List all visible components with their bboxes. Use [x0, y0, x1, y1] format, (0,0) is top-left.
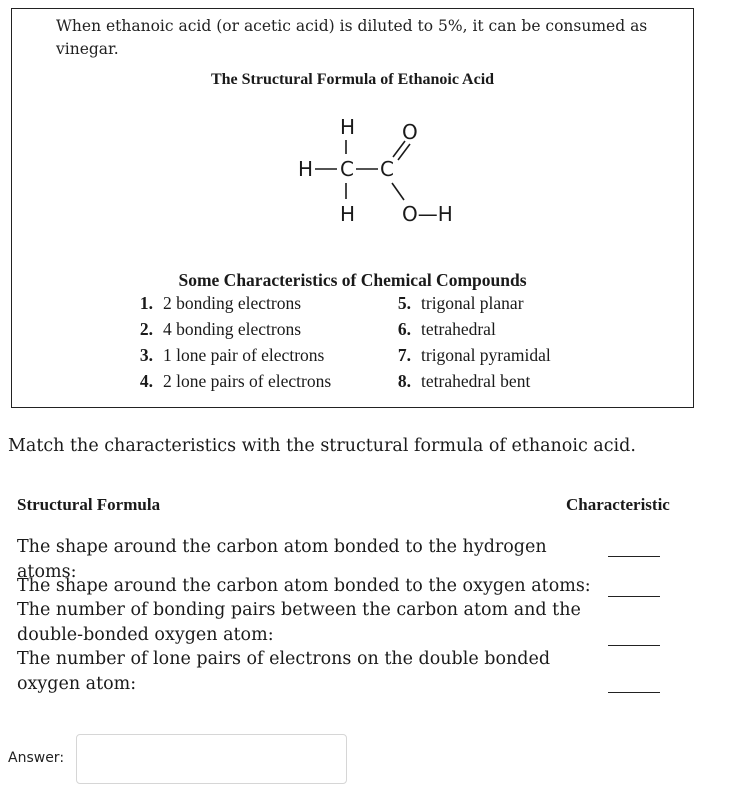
atom-oh: O—H	[402, 202, 453, 226]
characteristic-text: tetrahedral	[421, 319, 496, 339]
atom-h-top: H	[340, 115, 356, 139]
problem-box	[11, 8, 694, 408]
structure-title: The Structural Formula of Ethanoic Acid	[210, 71, 495, 88]
atom-o-double: O	[402, 120, 418, 144]
characteristic-text: tetrahedral bent	[421, 371, 531, 391]
characteristic-item	[388, 345, 551, 366]
characteristic-item	[130, 345, 324, 366]
header-structural-formula: Structural Formula	[17, 495, 161, 514]
intro-text: When ethanoic acid (or acetic acid) is diluted to 5%, it can be consumed as vinegar.	[56, 17, 648, 58]
characteristic-item	[388, 371, 530, 392]
ethanoic-acid-structure	[282, 109, 482, 234]
question-1: The shape around the carbon atom bonded to the hydrogen atoms:	[17, 537, 547, 582]
question-1-blank	[608, 556, 660, 557]
answer-label: Answer:	[8, 750, 65, 766]
characteristics-title: Some Characteristics of Chemical Compounds	[178, 270, 527, 290]
characteristic-number: 6.	[397, 319, 411, 339]
question-3: The number of bonding pairs between the carbon atom and the double-bonded oxygen atom:	[17, 600, 581, 645]
atom-c1: C	[340, 157, 354, 181]
characteristic-number: 2.	[139, 319, 153, 339]
header-characteristic: Characteristic	[566, 495, 670, 514]
question-4-blank	[608, 692, 660, 693]
characteristic-text: trigonal pyramidal	[421, 345, 551, 365]
characteristic-number: 8.	[397, 371, 411, 391]
characteristic-text: 4 bonding electrons	[163, 319, 302, 339]
characteristic-item	[130, 371, 331, 392]
question-2: The shape around the carbon atom bonded to the oxygen atoms:	[17, 576, 591, 596]
characteristic-text: 1 lone pair of electrons	[163, 345, 325, 365]
atom-h-bottom: H	[340, 202, 356, 226]
characteristic-item	[388, 319, 496, 340]
characteristic-text: 2 lone pairs of electrons	[163, 371, 332, 391]
characteristic-number: 7.	[397, 345, 411, 365]
question-2-blank	[608, 596, 660, 597]
bond-c-o-single	[392, 183, 404, 200]
characteristic-number: 5.	[397, 293, 411, 313]
double-bond-line-2	[398, 144, 410, 160]
question-4: The number of lone pairs of electrons on the double bonded oxygen atom:	[17, 649, 551, 694]
characteristic-item	[130, 293, 301, 314]
atom-c2: C	[380, 157, 394, 181]
characteristic-number: 4.	[139, 371, 153, 391]
characteristic-text: trigonal planar	[421, 293, 524, 313]
characteristic-item	[388, 293, 524, 314]
match-prompt: Match the characteristics with the structural formula of ethanoic acid.	[8, 436, 636, 456]
atom-h-left: H	[298, 157, 314, 181]
characteristic-item	[130, 319, 301, 340]
characteristic-text: 2 bonding electrons	[163, 293, 302, 313]
characteristic-number: 1.	[139, 293, 153, 313]
answer-input[interactable]	[76, 734, 347, 784]
characteristic-number: 3.	[139, 345, 153, 365]
question-3-blank	[608, 645, 660, 646]
